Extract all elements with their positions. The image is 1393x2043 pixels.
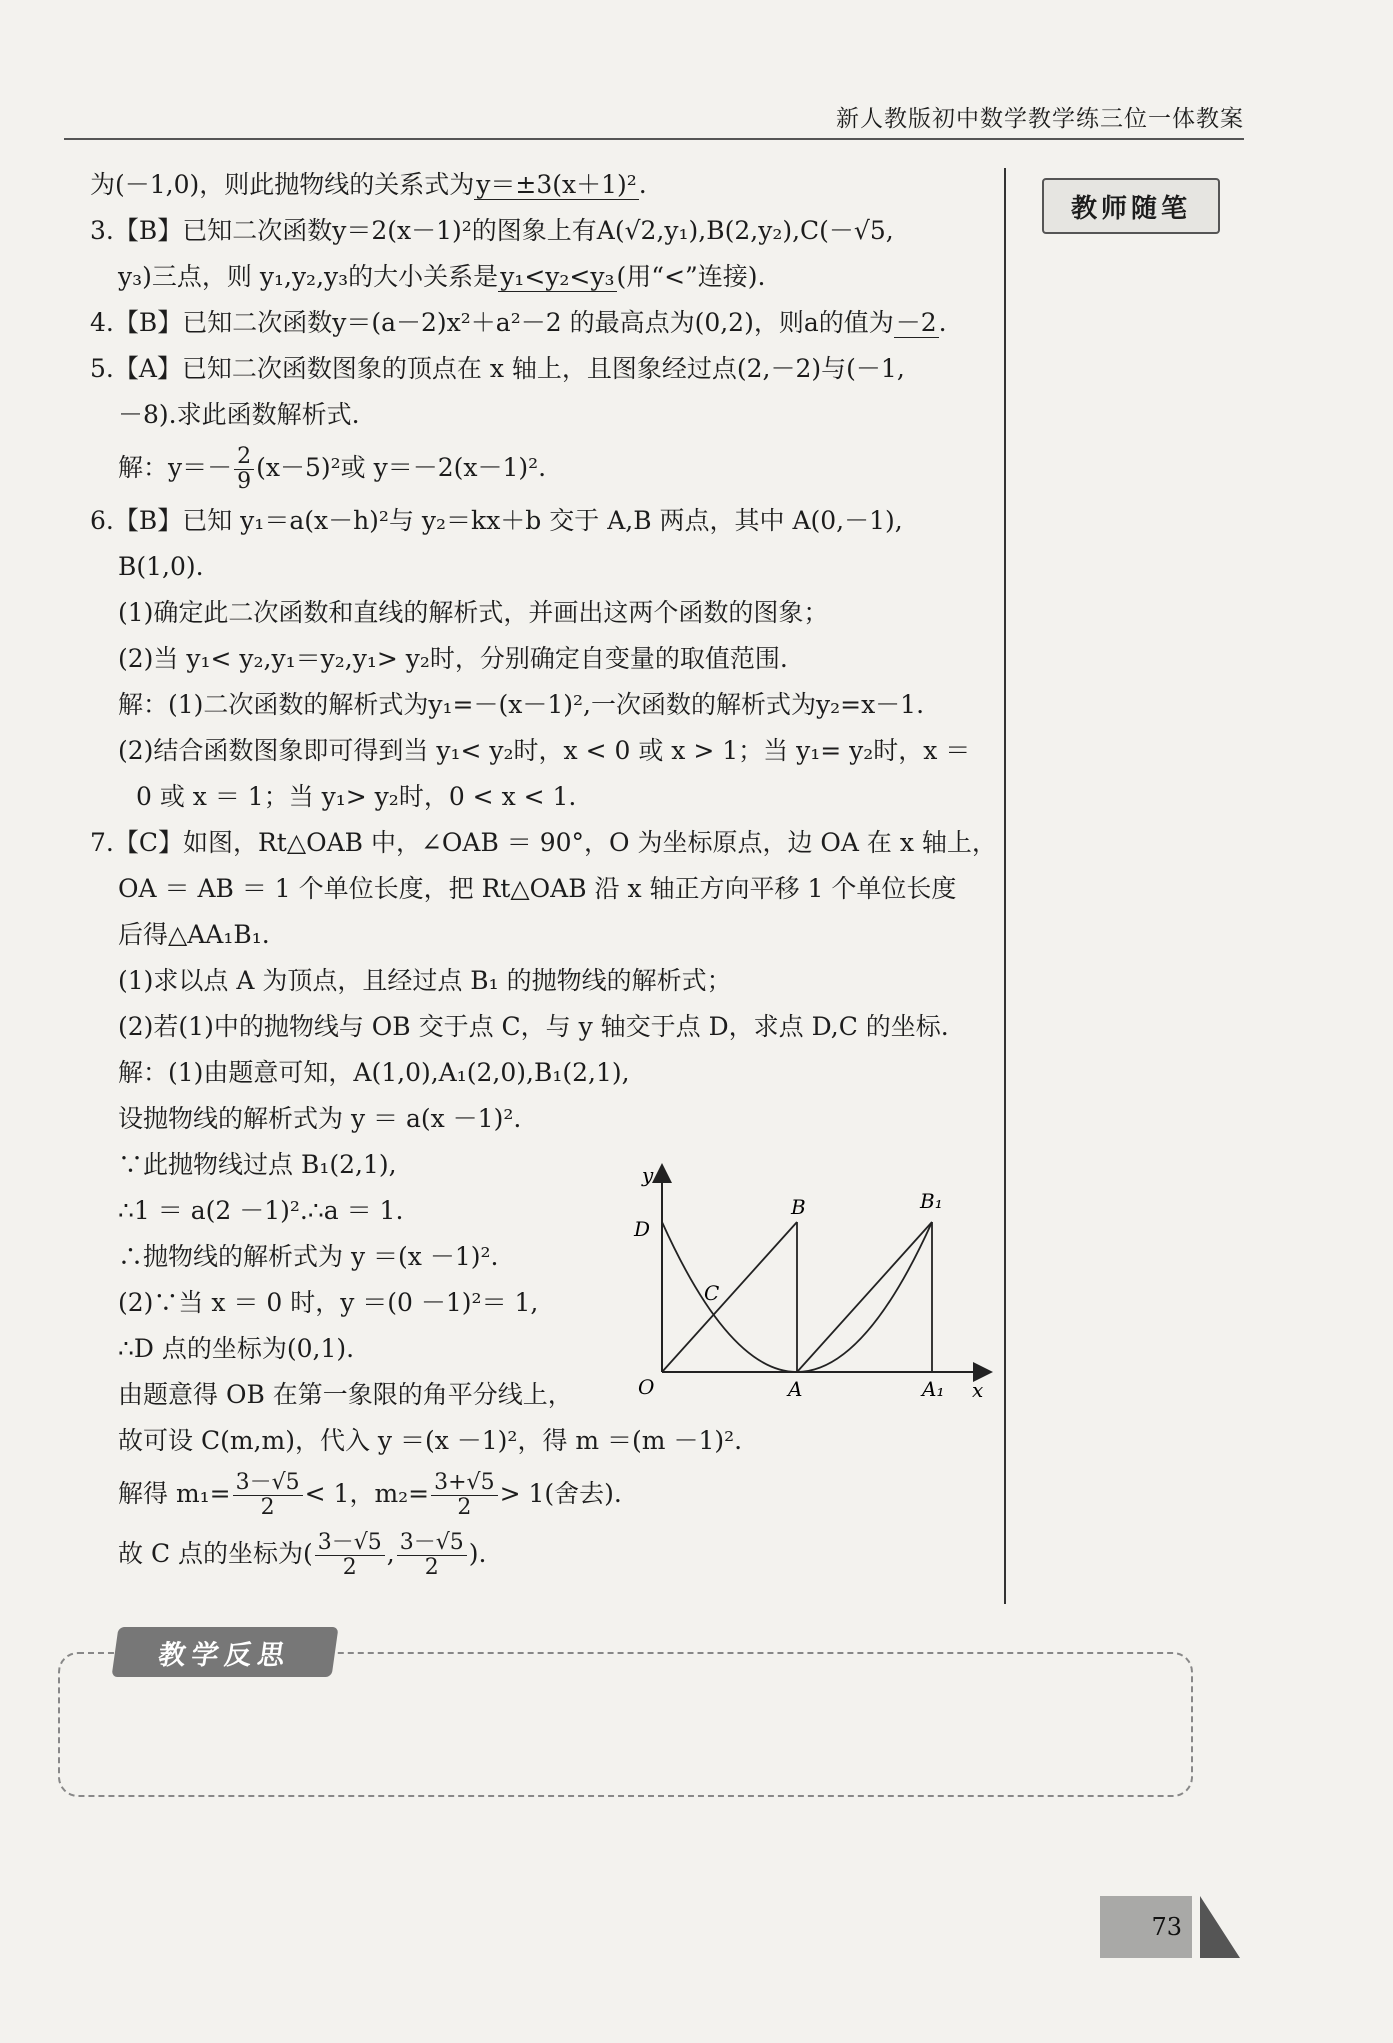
segment-ab1 [797, 1222, 932, 1372]
question-7-solution-4: ∴1 ＝ a(2 －1)².∴a ＝ 1. [118, 1196, 404, 1225]
question-7-part-2: (2)若(1)中的抛物线与 OB 交于点 C，与 y 轴交于点 D，求点 D,C 的坐标. [118, 1012, 949, 1041]
question-7-solution-7: ∴D 点的坐标为(0,1). [118, 1334, 355, 1363]
header-title: 新人教版初中数学教学练三位一体教案 [836, 106, 1244, 132]
question-7-solution-2: 设抛物线的解析式为 y ＝ a(x －1)². [118, 1104, 522, 1133]
origin-label: O [638, 1375, 655, 1399]
point-c-label: C [704, 1281, 720, 1305]
point-a1-label: A₁ [922, 1377, 945, 1401]
question-7-solution-9: 故可设 C(m,m)，代入 y ＝(x －1)²，得 m ＝(m －1)². [118, 1426, 743, 1455]
teaching-reflection-label: 教学反思 [111, 1627, 338, 1677]
question-6-solution-3: 0 或 x ＝ 1；当 y₁> y₂时，0 < x < 1. [136, 782, 577, 811]
question-5-line-2: －8).求此函数解析式. [118, 400, 360, 429]
question-7-line-3: 后得△AA₁B₁. [118, 920, 270, 949]
question-7-solution-8: 由题意得 OB 在第一象限的角平分线上， [118, 1380, 573, 1409]
question-7-line-1: 7.【C】如图，Rt△OAB 中，∠OAB ＝ 90°，O 为坐标原点，边 OA 在 x 轴上， [90, 828, 997, 857]
point-b-label: B [791, 1195, 806, 1219]
point-b1-label: B₁ [920, 1189, 943, 1213]
line-ob [662, 1222, 797, 1372]
question-5-line-1: 5.【A】已知二次函数图象的顶点在 x 轴上，且图象经过点(2,－2)与(－1, [90, 354, 905, 383]
line-1: 为(－1,0)，则此抛物线的关系式为y＝±3(x＋1)². [90, 170, 647, 199]
y-axis-label: y [642, 1163, 654, 1187]
question-7-solution-10: 解得 m₁= $\frac{3-√5}{2}$ < 1，m₂= $\frac{3+√5}{2}$ > 1(舍去). [118, 1470, 622, 1520]
question-6-solution-1: 解：(1)二次函数的解析式为y₁=－(x－1)²,一次函数的解析式为y₂=x－1. [118, 690, 925, 719]
question-7-solution-6: (2)∵当 x ＝ 0 时，y ＝(0 －1)²＝ 1, [118, 1288, 539, 1317]
fraction: $\frac{3-√5}{2}$ [233, 1471, 303, 1520]
question-7-solution-1: 解：(1)由题意可知，A(1,0),A₁(2,0),B₁(2,1), [118, 1058, 630, 1087]
x-axis-label: x [972, 1378, 984, 1402]
answer-blank: y＝±3(x＋1)² [476, 170, 637, 199]
question-4: 4.【B】已知二次函数y＝(a－2)x²＋a²－2 的最高点为(0,2)，则a的值为－2. [90, 308, 947, 337]
question-6-line-2: B(1,0). [118, 552, 204, 581]
question-5-solution: 解：y＝－ $\frac{2}{9}$ (x－5)²或 y＝－2(x－1)². [118, 444, 547, 494]
column-divider [1004, 168, 1006, 1604]
parabola-figure [614, 1162, 1004, 1417]
question-6-solution-2: (2)结合函数图象即可得到当 y₁< y₂时，x < 0 或 x > 1；当 y₁= y₂时，x ＝ [118, 736, 971, 765]
page-number: 73 [1100, 1896, 1192, 1958]
point-d-label: D [634, 1217, 651, 1241]
question-7-solution-5: ∴抛物线的解析式为 y ＝(x －1)². [118, 1242, 499, 1271]
fraction: $\frac{3-√5}{2}$ [315, 1531, 385, 1580]
question-3-line-2: y₃)三点，则 y₁,y₂,y₃的大小关系是y₁<y₂<y₃(用“<”连接). [118, 262, 766, 291]
page-corner-triangle [1200, 1896, 1240, 1958]
answer-blank: y₁<y₂<y₃ [500, 262, 615, 291]
point-a-label: A [788, 1377, 803, 1401]
answer-blank: －2 [895, 308, 937, 337]
question-7-part-1: (1)求以点 A 为顶点，且经过点 B₁ 的抛物线的解析式； [118, 966, 732, 995]
question-7-solution-3: ∵此抛物线过点 B₁(2,1), [118, 1150, 397, 1179]
question-6-part-1: (1)确定此二次函数和直线的解析式，并画出这两个函数的图象； [118, 598, 829, 627]
fraction: $\frac{3+√5}{2}$ [431, 1471, 497, 1520]
question-3-line-1: 3.【B】已知二次函数y＝2(x－1)²的图象上有A(√2,y₁),B(2,y₂),C(－√5, [90, 216, 894, 245]
page-header [64, 98, 1244, 140]
fraction: $\frac{3-√5}{2}$ [397, 1531, 467, 1580]
teacher-notes-label: 教师随笔 [1042, 178, 1220, 234]
question-6-line-1: 6.【B】已知 y₁＝a(x－h)²与 y₂＝kx＋b 交于 A,B 两点，其中 A(0,－1), [90, 506, 903, 535]
question-6-part-2: (2)当 y₁< y₂,y₁＝y₂,y₁> y₂时，分别确定自变量的取值范围. [118, 644, 788, 673]
question-7-solution-11: 故 C 点的坐标为( $\frac{3-√5}{2}$ , $\frac{3-√5}{2}$ ). [118, 1530, 487, 1580]
question-7-line-2: OA ＝ AB ＝ 1 个单位长度，把 Rt△OAB 沿 x 轴正方向平移 1 个单位长度 [118, 874, 957, 903]
fraction: $\frac{2}{9}$ [234, 445, 254, 494]
